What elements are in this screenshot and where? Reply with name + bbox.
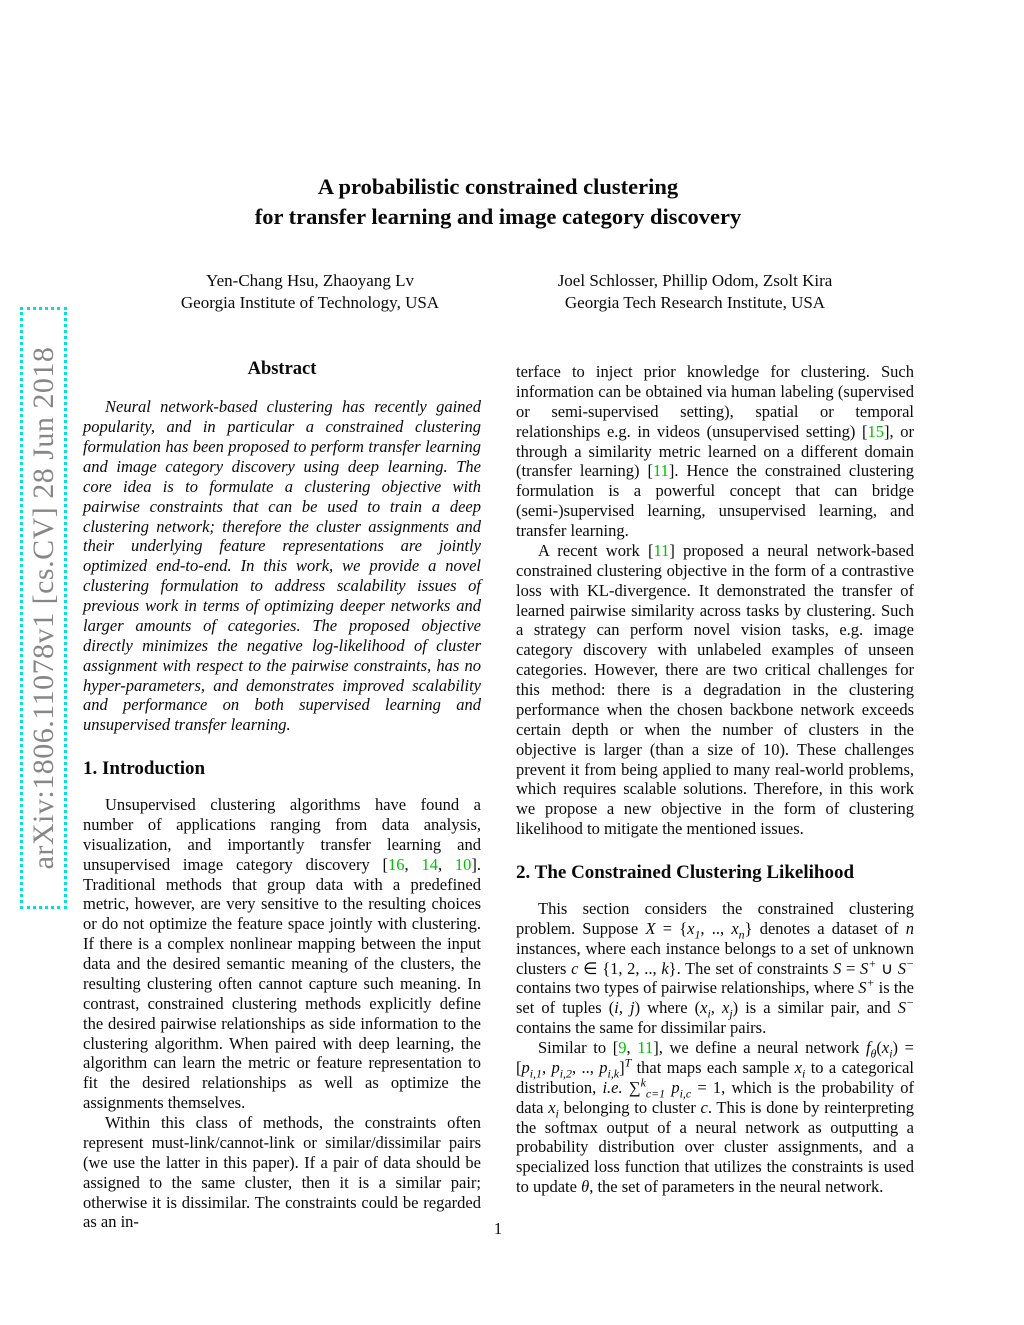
- math-text: −: [906, 995, 915, 1010]
- citation-link[interactable]: 10: [454, 854, 472, 874]
- paper-title: [83, 172, 913, 231]
- body-text: , ..,: [571, 1057, 600, 1077]
- body-text: , the set of parameters in the neural network.: [589, 1177, 884, 1197]
- body-text: that maps each sample: [631, 1057, 795, 1077]
- arxiv-stamp: [20, 307, 67, 909]
- math-text: −: [906, 956, 915, 971]
- math-text: p: [599, 1057, 608, 1077]
- body-text: ] proposed a neural network-based constrained clustering objective in the form of a contrastive loss with KL-divergence. It demonstrated the transfer of learned pairwise similarity across tasks by clustering. Such a strategy can perform novel vision tasks, e.g. image category discovery with unlabeled examples of unseen categories. However, there are two critical challenges for this method: there is a degradation in the clustering performance when the chosen backbone network exceeds certain depth or when the number of clusters in the objective is larger (than a size of 10). These challenges prevent it from being applied to many real-world problems, which requires scalable solutions. Therefore, in this work we propose a new objective in the form of clustering likelihood to mitigate the mentioned issues.: [516, 540, 914, 839]
- citation-link[interactable]: 14: [421, 854, 438, 874]
- body-text: contains the same for dissimilar pairs.: [516, 1018, 767, 1038]
- author-affiliation: Georgia Institute of Technology, USA: [180, 293, 440, 313]
- arxiv-id-text: arXiv:1806.11078v1 [cs.CV] 28 Jun 2018: [26, 346, 60, 870]
- left-column: [83, 358, 481, 1232]
- math-text: θ: [581, 1177, 590, 1197]
- paragraph: [516, 541, 914, 839]
- math-text: S: [897, 998, 906, 1018]
- math-text: S: [858, 978, 867, 998]
- body-text: belonging to cluster: [558, 1097, 701, 1117]
- citation-link[interactable]: 11: [637, 1038, 654, 1058]
- author-names: Yen-Chang Hsu, Zhaoyang Lv: [206, 271, 414, 290]
- paragraph: [516, 1038, 914, 1197]
- math-text: c=1: [645, 1086, 666, 1101]
- math-text: T: [624, 1055, 632, 1070]
- body-text: ) = [: [516, 1038, 914, 1077]
- body-text: terface to inject prior knowledge for clustering. Such information can be obtained via human labeling (supervised or semi-supervised setting), spatial or temporal relationships e.g. in videos (unsupervised setting) [: [516, 362, 914, 441]
- citation-link[interactable]: 15: [867, 421, 884, 441]
- body-text: This section considers the constrained clustering problem. Suppose: [516, 898, 914, 938]
- body-text: ]. Hence the constrained clustering formulation is a powerful concept that can bridge (semi-)supervised learning, unsupervised learning, and transfer learning.: [516, 461, 914, 540]
- body-text: , ..,: [700, 918, 732, 938]
- math-text: i: [707, 1006, 711, 1021]
- body-text: ,: [437, 854, 455, 874]
- math-text: n: [905, 918, 915, 938]
- citation-link[interactable]: 11: [653, 540, 670, 560]
- section-heading-constrained-clustering-likelihood: 2. The Constrained Clustering Likelihood: [516, 862, 855, 883]
- author-block-right: [495, 270, 895, 315]
- body-text: to a categorical distribution,: [516, 1057, 915, 1097]
- math-text: k: [640, 1075, 646, 1090]
- abstract-paragraph: Neural network-based clustering has recently gained popularity, and in particular a constrained clustering formulation has been proposed to perform transfer learning and image category discovery using deep learning. The core idea is to formulate a clustering objective with pairwise constraints that can be used to train a deep clustering network; therefore the cluster assignments and their underlying feature representations are jointly optimized end-to-end. In this work, we provide a novel clustering formulation to address scalability issues of previous work in terms of optimizing deeper networks and larger amounts of categories. The proposed objective directly minimizes the negative log-likelihood of cluster assignment with respect to the pairwise constraints, has no hyper-parameters, and demonstrates improved scalability and performance on both supervised learning and unsupervised transfer learning.: [83, 397, 481, 735]
- math-text: j: [729, 1006, 733, 1021]
- math-text: c: [700, 1097, 708, 1117]
- math-text: +: [866, 975, 875, 990]
- body-text: Within this class of methods, the constraints often represent must-link/cannot-link or similar/dissimilar pairs (we use the latter in this paper). If a pair of data should be assigned to the same cluster, then it is a similar pair; otherwise it is dissimilar. The constraints could be regarded as an in-: [83, 1113, 481, 1232]
- body-text: ∑: [622, 1077, 641, 1097]
- paper-title-line2: for transfer learning and image category discovery: [254, 203, 742, 229]
- math-text: S: [833, 958, 842, 978]
- body-text: ,: [541, 1057, 552, 1077]
- math-text: x: [687, 918, 695, 938]
- body-text: ∈ {1, 2, ..,: [578, 958, 662, 978]
- math-text: i: [555, 1105, 559, 1120]
- math-text: 1: [694, 927, 701, 942]
- author-names: Joel Schlosser, Phillip Odom, Zsolt Kira: [557, 271, 833, 290]
- math-text: x: [721, 998, 730, 1018]
- page-number: 1: [493, 1219, 503, 1238]
- math-text: f: [865, 1038, 871, 1058]
- citation-link[interactable]: 9: [618, 1038, 627, 1058]
- math-text: x: [881, 1038, 890, 1058]
- body-text: ], or through a similarity metric learned on a different domain (transfer learning) [: [516, 421, 914, 481]
- body-text: is the set of tuples (: [516, 978, 914, 1018]
- math-text: x: [731, 918, 739, 938]
- citation-link[interactable]: 11: [652, 461, 669, 481]
- math-text: n: [738, 927, 745, 942]
- math-text: p: [551, 1057, 560, 1077]
- body-text: ,: [626, 1038, 638, 1058]
- right-column: [516, 362, 914, 1197]
- body-text: ,: [404, 854, 422, 874]
- body-text: }. The set of constraints: [668, 958, 834, 978]
- math-text: p: [521, 1057, 530, 1077]
- paragraph: [83, 1113, 481, 1232]
- math-text: i,k: [607, 1066, 620, 1081]
- math-text: S: [897, 958, 907, 978]
- math-text: i,c: [679, 1086, 692, 1101]
- paragraph: [516, 362, 914, 541]
- section-heading-introduction: 1. Introduction: [83, 758, 206, 780]
- abstract-heading: Abstract: [247, 359, 317, 379]
- body-text: =: [841, 958, 861, 978]
- math-text: x: [794, 1057, 802, 1077]
- body-text: ) is a similar pair, and: [732, 998, 898, 1018]
- math-text: i,1: [529, 1066, 542, 1081]
- body-text: instances, where each instance belongs to a set of unknown clusters: [516, 938, 914, 978]
- body-text: ) where (: [634, 998, 701, 1018]
- math-text: x: [548, 1097, 556, 1117]
- body-text: ]: [619, 1057, 625, 1077]
- paragraph: [516, 899, 914, 1038]
- body-text: ∪: [876, 958, 898, 978]
- math-text: i: [802, 1066, 806, 1081]
- math-text: X: [645, 918, 656, 938]
- citation-link[interactable]: 16: [388, 854, 405, 874]
- math-text: i, j: [614, 998, 635, 1018]
- body-text: = 1, which is the probability of data: [516, 1077, 914, 1117]
- author-block-left: [120, 270, 500, 315]
- math-text: k: [661, 958, 669, 978]
- body-text: A recent work [: [538, 540, 654, 560]
- math-text: i: [889, 1046, 893, 1061]
- body-text: ]. Traditional methods that group data with a predefined metric, however, are very sensitive to the resulting choices or do not optimize the feature space jointly with clustering. If there is a complex nonlinear mapping between the input data and the desired semantic meaning of the clusters, the resulting clustering often cannot capture such meaning. In contrast, constrained clustering methods explicitly define the desired pairwise relationships as side information to the clustering algorithm. When paired with deep learning, the algorithm can learn the metric or feature representation to fit the desired relationships as well as optimize the assignments themselves.: [83, 854, 482, 1113]
- math-text: x: [700, 998, 708, 1018]
- math-text: i.e.: [602, 1077, 623, 1097]
- body-text: Similar to [: [538, 1038, 619, 1058]
- body-text: (: [876, 1038, 882, 1058]
- body-text: ], we define a neural network: [653, 1038, 866, 1058]
- paragraph: [83, 795, 481, 1113]
- math-text: +: [868, 956, 877, 971]
- math-text: S: [860, 958, 869, 978]
- math-text: c: [571, 958, 579, 978]
- body-text: } denotes a dataset of: [744, 918, 906, 938]
- paper-title-line1: A probabilistic constrained clustering: [317, 174, 679, 199]
- body-text: contains two types of pairwise relationships, where: [516, 978, 859, 998]
- body-text: Unsupervised clustering algorithms have found a number of applications ranging from data analysis, visualization, and importantly transfer learning and unsupervised image category discovery [: [83, 795, 481, 874]
- math-text: θ: [870, 1046, 877, 1061]
- author-affiliation: Georgia Tech Research Institute, USA: [564, 293, 826, 313]
- body-text: . This is done by reinterpreting the softmax output of a neural network as outputting a probability distribution over cluster assignments, and a specialized loss function that utilizes the constraints is used to update: [516, 1097, 915, 1197]
- math-text: p: [671, 1077, 680, 1097]
- math-text: i,2: [559, 1066, 572, 1081]
- body-text: ,: [710, 998, 722, 1018]
- body-text: = {: [655, 918, 688, 938]
